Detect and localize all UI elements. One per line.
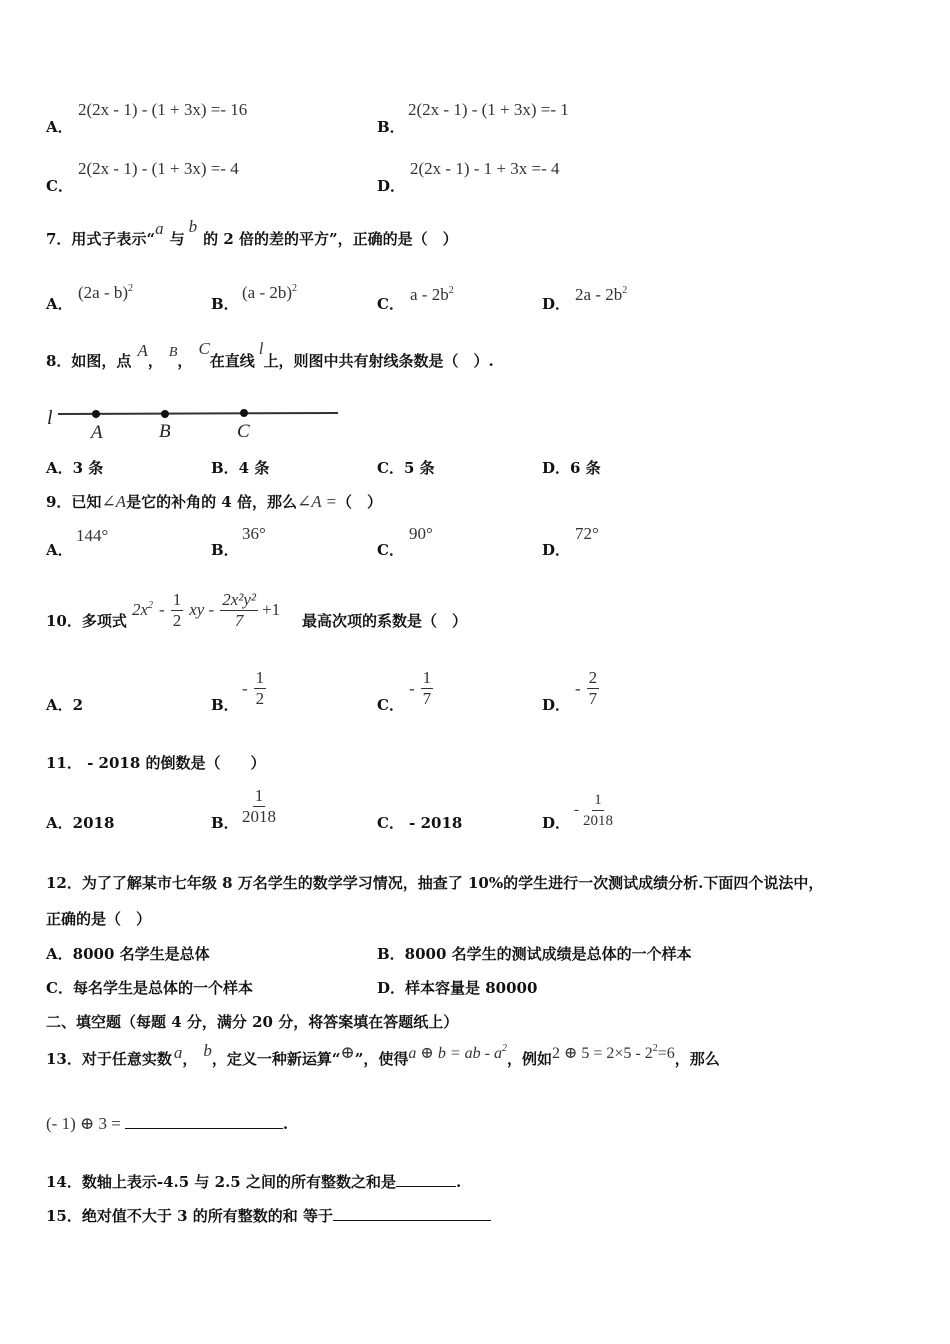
q7-option-d-expr: $2a - 2b^2$	[575, 285, 628, 304]
q6-option-c-expr: 2(2x - 1) - (1 + 3x) =- 4	[78, 159, 239, 178]
q7-option-a-label: A．	[46, 295, 73, 313]
q8-point-c: C	[198, 339, 210, 358]
q10-term-1: $2x^2$	[132, 600, 154, 619]
q10-fraction-1: $\frac{1}{2}$	[172, 589, 182, 630]
q13-var-b: b	[203, 1041, 212, 1060]
q7-option-b-label: B．	[211, 295, 239, 313]
q11-option-d-label: D．	[542, 814, 571, 832]
q15-text: 15．绝对值不大于 3 的所有整数的和 等于	[46, 1207, 333, 1225]
q12-stem-line1: 12．为了了解某市七年级 8 万名学生的数学学习情况，抽查了 10%的学生进行一次测试成绩分析.下面四个说法中，	[46, 874, 824, 892]
q9-option-a-val: 144°	[76, 526, 109, 545]
q8-fig-label-a: A	[91, 422, 103, 443]
q11-option-a: A．2018	[46, 814, 115, 832]
q10-option-b-expr: - $\frac{1}{2}$	[242, 668, 265, 708]
q9-option-b-label: B．	[211, 541, 239, 559]
q12-option-c: C．每名学生是总体的一个样本	[46, 979, 253, 997]
q8-fig-line-label: l	[47, 407, 53, 429]
q13-answer-blank[interactable]	[125, 1108, 283, 1129]
section-2-heading: 二、填空题（每题 4 分，满分 20 分，将答案填在答题纸上）	[46, 1013, 459, 1031]
q12-option-b: B．8000 名学生的测试成绩是总体的一个样本	[377, 945, 692, 963]
q8-point-a: A	[137, 341, 148, 360]
q10-polynomial	[132, 588, 280, 632]
q8-option-d: D．6 条	[542, 459, 601, 477]
q7-prefix: 7．用式子表示“	[46, 230, 156, 248]
q13-mid: ，定义一种新运算“	[211, 1050, 341, 1068]
q8-prefix: 8．如图，点	[46, 352, 132, 370]
q9-prefix: 9．已知	[46, 493, 102, 511]
q10-option-d-expr: - $\frac{2}{7}$	[575, 668, 598, 708]
q8-line-l: l	[258, 339, 264, 358]
q9-stem	[46, 491, 382, 512]
q13-suffix: ，那么	[674, 1050, 720, 1068]
q13-ask-expr: (- 1) ⊕ 3 =	[46, 1114, 121, 1133]
q9-option-a-label: A．	[46, 541, 73, 559]
q10-suffix: 最高次项的系数是（ ）	[302, 612, 468, 630]
q14-stem	[46, 1170, 461, 1192]
q10-term-3: +1	[262, 600, 281, 619]
q9-option-c-val: 90°	[409, 524, 433, 543]
q7-option-c-expr: a - $2b^2$	[410, 285, 454, 304]
q13-mid2: ”，使得	[354, 1050, 409, 1068]
q10-prefix: 10．多项式	[46, 612, 127, 630]
q8-fig-point-b	[161, 410, 169, 418]
q11-option-c: C． - 2018	[377, 814, 463, 832]
q8-sep1: ，	[147, 352, 163, 370]
q6-option-d-label: D．	[377, 177, 406, 195]
q8-option-a: A．3 条	[46, 459, 104, 477]
q7-var-a: a	[155, 219, 164, 238]
q10-option-d-label: D．	[542, 696, 571, 714]
q8-option-b: B．4 条	[211, 459, 270, 477]
q13-question-line	[46, 1108, 288, 1134]
q8-fig-point-c	[240, 409, 248, 417]
q12-option-d: D．样本容量是 80000	[377, 979, 538, 997]
q11-option-b-expr: $\frac{1}{2018}$	[242, 786, 276, 826]
q6-option-a-expr: 2(2x - 1) - (1 + 3x) =- 16	[78, 100, 248, 119]
q8-sep2: ，	[177, 352, 193, 370]
q9-option-c-label: C．	[377, 541, 404, 559]
q10-option-c-expr: - $\frac{1}{7}$	[409, 668, 432, 708]
q10-fraction-2: $\frac{\text{2x²y²}}{7}$	[222, 589, 257, 630]
q9-angle-2: ∠A =	[296, 492, 338, 511]
q7-mid: 与	[169, 230, 185, 248]
q14-end: .	[455, 1173, 462, 1191]
q6-option-b-label: B．	[377, 118, 405, 136]
q8-fig-point-a	[92, 410, 100, 418]
q8-point-b: B	[168, 345, 178, 360]
q13-end: .	[282, 1115, 289, 1133]
q6-option-a-label: A．	[46, 118, 73, 136]
q6-option-b-expr: 2(2x - 1) - (1 + 3x) =- 1	[408, 100, 569, 119]
q13-example: 2 ⊕ $5 = 2\times 5 - 2^2=6$	[551, 1043, 675, 1062]
q12-stem-line2: 正确的是（ ）	[46, 910, 152, 928]
q7-var-b: b	[188, 217, 198, 236]
q12-option-a: A．8000 名学生是总体	[46, 945, 210, 963]
q11-option-d-expr: - $\frac{1}{2018}$	[574, 792, 613, 829]
q6-option-c-label: C．	[46, 177, 73, 195]
q8-mid: 在直线	[209, 352, 255, 370]
q7-option-b-expr: (a - 2b)$^2$	[242, 283, 298, 302]
q7-option-a-expr: (2a - b)$^2$	[78, 283, 134, 302]
q13-stem	[46, 1041, 720, 1069]
q9-suffix: （ ）	[337, 493, 383, 511]
q15-stem	[46, 1204, 491, 1226]
q15-answer-blank[interactable]	[333, 1204, 491, 1221]
q7-stem	[46, 217, 458, 249]
q8-figure	[44, 400, 344, 448]
q8-fig-label-c: C	[237, 421, 250, 442]
q9-option-d-label: D．	[542, 541, 571, 559]
q13-mid3: ，例如	[506, 1050, 552, 1068]
q11-stem: 11． - 2018 的倒数是（ ）	[46, 754, 266, 772]
q7-option-c-label: C．	[377, 295, 404, 313]
q6-option-d-expr: 2(2x - 1) - 1 + 3x =- 4	[410, 159, 560, 178]
q7-suffix: 的 2 倍的差的平方”，正确的是（ ）	[203, 230, 458, 248]
q10-option-c-label: C．	[377, 696, 404, 714]
q10-option-b-label: B．	[211, 696, 239, 714]
q13-operator: ⊕	[340, 1043, 355, 1062]
q8-fig-label-b: B	[159, 421, 171, 442]
q14-text: 14．数轴上表示-4.5 与 2.5 之间的所有整数之和是	[46, 1173, 396, 1191]
q9-mid: 是它的补角的 4 倍，那么	[126, 493, 297, 511]
q8-fig-line	[58, 413, 338, 414]
q10-minus: -	[159, 600, 165, 619]
q8-option-c: C．5 条	[377, 459, 435, 477]
q9-option-b-val: 36°	[242, 524, 266, 543]
q8-suffix: 上，则图中共有射线条数是（ ）.	[263, 352, 494, 370]
q7-option-d-label: D．	[542, 295, 571, 313]
q13-prefix: 13．对于任意实数	[46, 1050, 172, 1068]
q9-angle-1: ∠A	[101, 492, 127, 511]
q9-option-d-val: 72°	[575, 524, 599, 543]
q14-answer-blank[interactable]	[396, 1170, 456, 1187]
q13-sep: ，	[182, 1050, 198, 1068]
q13-definition: a ⊕ b = ab - $a^2$	[408, 1043, 507, 1062]
q11-option-b-label: B．	[211, 814, 239, 832]
q8-stem	[46, 339, 494, 371]
q10-term-2: xy -	[189, 600, 215, 619]
q13-var-a: a	[173, 1043, 183, 1062]
q10-option-a: A．2	[46, 696, 84, 714]
